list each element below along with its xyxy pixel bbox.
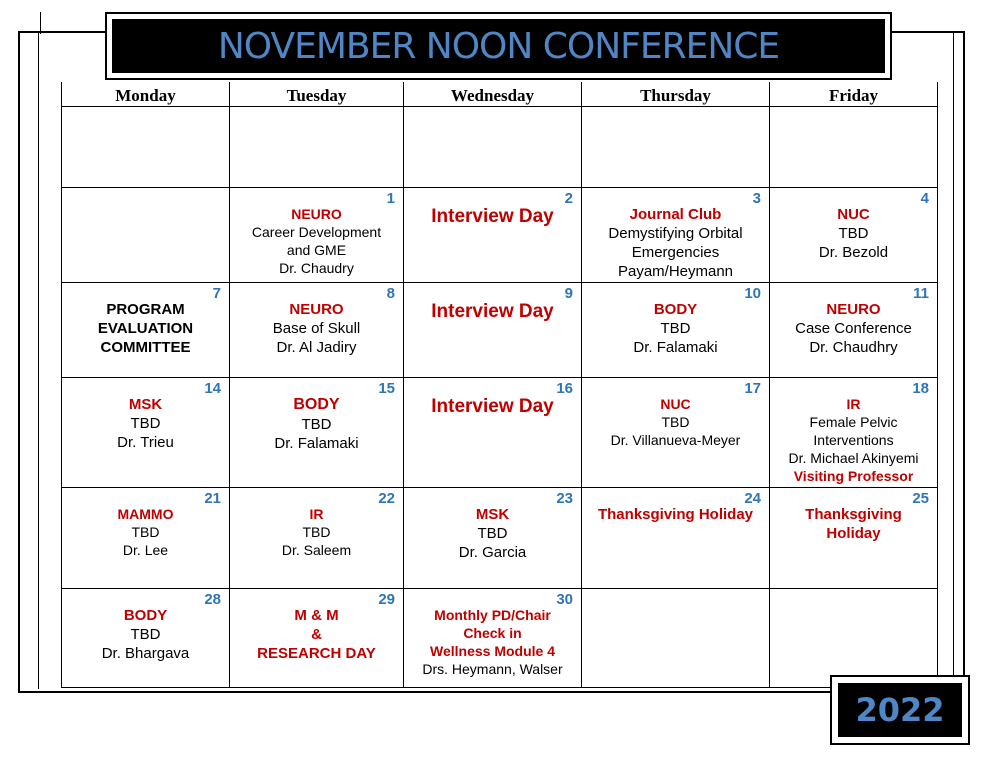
day-cell-wednesday: [404, 378, 582, 488]
event-line: Wellness Module 4: [430, 643, 555, 659]
day-number: 2: [564, 190, 573, 207]
day-cell-tuesday: [230, 188, 404, 283]
year-box: [830, 675, 970, 745]
day-cell-friday: [770, 589, 938, 688]
event-line: TBD: [130, 415, 161, 432]
week-row: [62, 488, 938, 589]
day-cell-tuesday: [230, 589, 404, 688]
day-cell-friday: [770, 378, 938, 488]
event-line: Dr. Villanueva-Meyer: [610, 432, 741, 448]
day-cell-friday: [770, 188, 938, 283]
event-content: [404, 378, 581, 418]
event-line: TBD: [477, 525, 508, 542]
event-line: IR: [309, 506, 324, 522]
event-line: Holiday: [826, 525, 881, 542]
event-line: Dr. Bezold: [818, 244, 889, 261]
event-line: Check in: [463, 625, 522, 641]
day-number: 23: [556, 490, 573, 507]
day-number: 7: [212, 285, 221, 302]
event-content: [230, 589, 403, 663]
day-number: 11: [913, 285, 929, 302]
event-line: BODY: [653, 301, 698, 318]
event-line: TBD: [301, 416, 332, 433]
day-cell-friday: [770, 283, 938, 378]
event-line: IR: [846, 396, 861, 412]
event-line: TBD: [661, 414, 690, 430]
event-line: Dr. Michael Akinyemi: [788, 450, 919, 466]
page-title: NOVEMBER NOON CONFERENCE: [112, 19, 885, 73]
event-content: [582, 283, 769, 357]
left-margin-line: [38, 31, 39, 689]
event-line: MSK: [128, 396, 163, 413]
day-number: 28: [204, 591, 221, 608]
event-content: [770, 589, 937, 606]
event-line: Dr. Bhargava: [101, 645, 190, 662]
event-line: Monthly PD/Chair: [434, 607, 551, 623]
event-line: TBD: [838, 225, 869, 242]
day-cell-wednesday: [404, 107, 582, 188]
event-line: Case Conference: [795, 320, 912, 337]
event-line: Interventions: [813, 432, 894, 448]
event-line: MAMMO: [117, 506, 174, 522]
event-content: [404, 488, 581, 562]
day-number: 17: [744, 380, 761, 397]
event-line: TBD: [302, 524, 331, 540]
day-cell-thursday: [582, 188, 770, 283]
event-line: Dr. Chaudhry: [809, 339, 898, 356]
event-line: Career Development: [251, 224, 382, 240]
day-cell-monday: [62, 283, 230, 378]
event-content: [582, 378, 769, 449]
day-cell-wednesday: [404, 283, 582, 378]
day-cell-monday: [62, 378, 230, 488]
event-content: [230, 378, 403, 453]
event-line: Payam/Heymann: [617, 263, 734, 280]
week-row: [62, 378, 938, 488]
day-cell-monday: [62, 188, 230, 283]
event-content: [230, 107, 403, 124]
event-content: [582, 589, 769, 606]
day-number: 3: [752, 190, 761, 207]
day-number: 1: [386, 190, 395, 207]
header-friday: Friday: [770, 82, 938, 107]
day-number: 9: [564, 285, 573, 302]
event-line: BODY: [123, 607, 168, 624]
weekday-header-row: [62, 82, 938, 107]
day-cell-monday: [62, 107, 230, 188]
corner-tick: [40, 12, 41, 34]
event-line: TBD: [130, 626, 161, 643]
day-number: 21: [204, 490, 221, 507]
day-cell-monday: [62, 488, 230, 589]
event-content: [582, 188, 769, 281]
week-row: [62, 107, 938, 188]
day-cell-tuesday: [230, 107, 404, 188]
event-content: [62, 283, 229, 357]
right-margin-line: [953, 31, 954, 689]
event-line: Dr. Saleem: [281, 542, 352, 558]
event-line: Visiting Professor: [793, 468, 914, 484]
event-content: [404, 283, 581, 323]
day-number: 4: [920, 190, 929, 207]
day-number: 22: [378, 490, 395, 507]
event-line: RESEARCH DAY: [257, 645, 376, 662]
day-cell-tuesday: [230, 283, 404, 378]
event-line: EVALUATION: [97, 320, 194, 337]
week-row: [62, 589, 938, 688]
event-line: Thanksgiving: [805, 506, 902, 523]
event-line: Dr. Falamaki: [274, 435, 359, 452]
event-content: [770, 283, 937, 357]
event-line: TBD: [131, 524, 160, 540]
day-number: 18: [912, 380, 929, 397]
event-line: Dr. Trieu: [117, 434, 174, 451]
event-line: Interview Day: [431, 301, 554, 322]
calendar-grid: [61, 82, 938, 688]
day-cell-thursday: [582, 488, 770, 589]
event-line: Base of Skull: [272, 320, 361, 337]
day-cell-friday: [770, 107, 938, 188]
header-wednesday: Wednesday: [404, 82, 582, 107]
event-line: Thanksgiving Holiday: [597, 506, 754, 523]
day-number: 30: [556, 591, 573, 608]
event-line: and GME: [286, 242, 347, 258]
day-number: 24: [744, 490, 761, 507]
day-number: 14: [204, 380, 221, 397]
event-line: TBD: [660, 320, 691, 337]
day-cell-tuesday: [230, 378, 404, 488]
day-cell-thursday: [582, 378, 770, 488]
event-line: Dr. Garcia: [458, 544, 527, 561]
event-line: NEURO: [289, 301, 344, 318]
event-line: Drs. Heymann, Walser: [422, 661, 563, 677]
title-box: [105, 12, 892, 80]
day-cell-friday: [770, 488, 938, 589]
event-line: BODY: [293, 396, 340, 413]
event-content: [770, 107, 937, 124]
event-content: [770, 188, 937, 262]
day-number: 15: [378, 380, 395, 397]
header-monday: Monday: [62, 82, 230, 107]
day-cell-wednesday: [404, 488, 582, 589]
event-content: [404, 188, 581, 228]
event-line: MSK: [475, 506, 510, 523]
event-line: Journal Club: [629, 206, 722, 223]
day-cell-wednesday: [404, 589, 582, 688]
event-line: M & M: [294, 607, 339, 624]
day-cell-wednesday: [404, 188, 582, 283]
event-content: [230, 188, 403, 277]
event-line: &: [311, 626, 322, 643]
event-content: [404, 589, 581, 678]
event-line: Dr. Chaudry: [279, 260, 354, 276]
day-number: 10: [744, 285, 761, 302]
event-line: NUC: [837, 206, 870, 223]
event-line: PROGRAM: [106, 301, 185, 318]
day-cell-thursday: [582, 589, 770, 688]
event-content: [62, 188, 229, 205]
event-line: NEURO: [291, 206, 342, 222]
header-tuesday: Tuesday: [230, 82, 404, 107]
event-line: NUC: [660, 396, 691, 412]
day-number: 29: [378, 591, 395, 608]
day-number: 16: [556, 380, 573, 397]
event-content: [62, 107, 229, 124]
event-line: COMMITTEE: [100, 339, 191, 356]
event-line: Interview Day: [431, 206, 554, 227]
event-line: Dr. Falamaki: [633, 339, 718, 356]
week-row: [62, 188, 938, 283]
day-number: 8: [386, 285, 395, 302]
day-cell-monday: [62, 589, 230, 688]
week-row: [62, 283, 938, 378]
event-line: Dr. Lee: [122, 542, 169, 558]
day-cell-thursday: [582, 283, 770, 378]
event-content: [582, 488, 769, 524]
event-content: [230, 283, 403, 357]
day-cell-tuesday: [230, 488, 404, 589]
header-thursday: Thursday: [582, 82, 770, 107]
year-label: 2022: [838, 683, 962, 737]
event-content: [582, 107, 769, 124]
event-line: Demystifying Orbital: [608, 225, 743, 242]
event-line: Female Pelvic: [809, 414, 898, 430]
event-line: Interview Day: [431, 396, 554, 417]
event-content: [230, 488, 403, 559]
day-number: 25: [912, 490, 929, 507]
event-line: Dr. Al Jadiry: [276, 339, 357, 356]
day-cell-thursday: [582, 107, 770, 188]
event-content: [404, 107, 581, 124]
event-line: NEURO: [826, 301, 881, 318]
event-line: Emergencies: [631, 244, 720, 261]
